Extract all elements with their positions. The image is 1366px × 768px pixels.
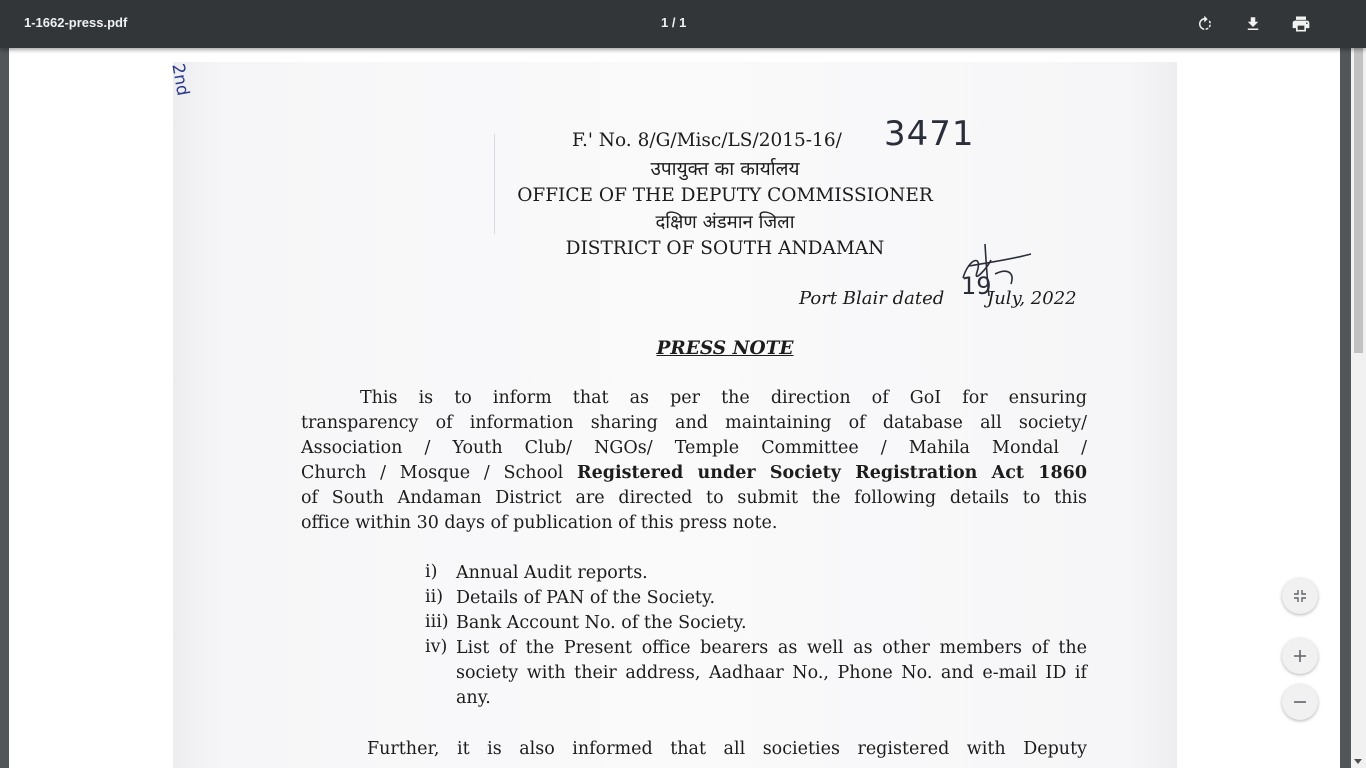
para1-line4-plain: Church / Mosque / School [301, 463, 564, 483]
district-title-hindi: दक्षिण अंडमान जिला [655, 212, 795, 233]
para1-line1: This is to inform that as per the direction of GoI for ensuring [360, 388, 1087, 408]
download-button[interactable] [1241, 12, 1265, 36]
fit-to-page-button[interactable] [1282, 578, 1318, 614]
date-prefix: Port Blair dated [799, 288, 945, 309]
file-name: 1-1662-press.pdf [24, 15, 128, 30]
zoom-out-button[interactable] [1282, 684, 1318, 720]
para1-line6: office within 30 days of publication of this press note. [301, 513, 778, 533]
vertical-scrollbar[interactable] [1351, 48, 1366, 768]
file-number-text: F.' No. 8/G/Misc/LS/2015-16/ [572, 130, 842, 151]
list-item: Bank Account No. of the Society. [456, 613, 747, 633]
list-item-number: ii) [425, 587, 444, 607]
zoom-out-icon [1293, 695, 1307, 709]
page-indicator: 1 / 1 [661, 15, 687, 30]
para1-line3: Association / Youth Club/ NGOs/ Temple Committee / Mahila Mondal / [301, 438, 1087, 458]
office-title-english: OFFICE OF THE DEPUTY COMMISSIONER [517, 185, 933, 206]
scroll-down-arrow-icon[interactable] [1354, 759, 1362, 764]
list-item: Details of PAN of the Society. [456, 588, 716, 608]
download-icon [1244, 15, 1262, 33]
date-suffix: July, 2022 [987, 288, 1077, 309]
list-item-number: i) [425, 562, 438, 582]
para2-line1: Further, it is also informed that all societies registered with Deputy [367, 739, 1087, 759]
para1-line4-bold: Registered under Society Registration Act 1860 [577, 463, 1087, 483]
file-number [572, 130, 842, 151]
zoom-in-icon [1293, 649, 1307, 663]
list-item-number: iv) [425, 637, 448, 657]
para1-line4 [301, 461, 1087, 486]
print-icon [1291, 14, 1311, 34]
list-item: Annual Audit reports. [456, 563, 648, 583]
zoom-in-button[interactable] [1282, 638, 1318, 674]
list-item-number: iii) [425, 612, 449, 632]
press-note-heading: PRESS NOTE [656, 338, 794, 359]
list-item: List of the Present office bearers as well as other members of the society with their address, Aadhaar No., Phone No. and e-mail ID if any. [456, 638, 1087, 708]
margin-note: 2nd [167, 62, 193, 98]
file-number-handwritten: 3471 [884, 114, 975, 154]
office-title-hindi: उपायुक्त का कार्यालय [650, 158, 800, 180]
pdf-page [9, 48, 1340, 768]
rotate-button[interactable] [1193, 12, 1217, 36]
para1-line2: transparency of information sharing and maintaining of database all society/ [301, 413, 1087, 433]
date-handwritten: 19 [961, 272, 992, 300]
scrollbar-thumb[interactable] [1354, 40, 1363, 353]
pdf-toolbar [0, 0, 1366, 48]
scan-line [494, 134, 495, 234]
para1-line5: of South Andaman District are directed to submit the following details to this [301, 488, 1087, 508]
print-button[interactable] [1289, 12, 1313, 36]
pdf-viewer[interactable] [0, 48, 1366, 768]
rotate-icon [1196, 15, 1214, 33]
fit-to-page-icon [1293, 589, 1307, 603]
district-title-english: DISTRICT OF SOUTH ANDAMAN [565, 238, 885, 259]
